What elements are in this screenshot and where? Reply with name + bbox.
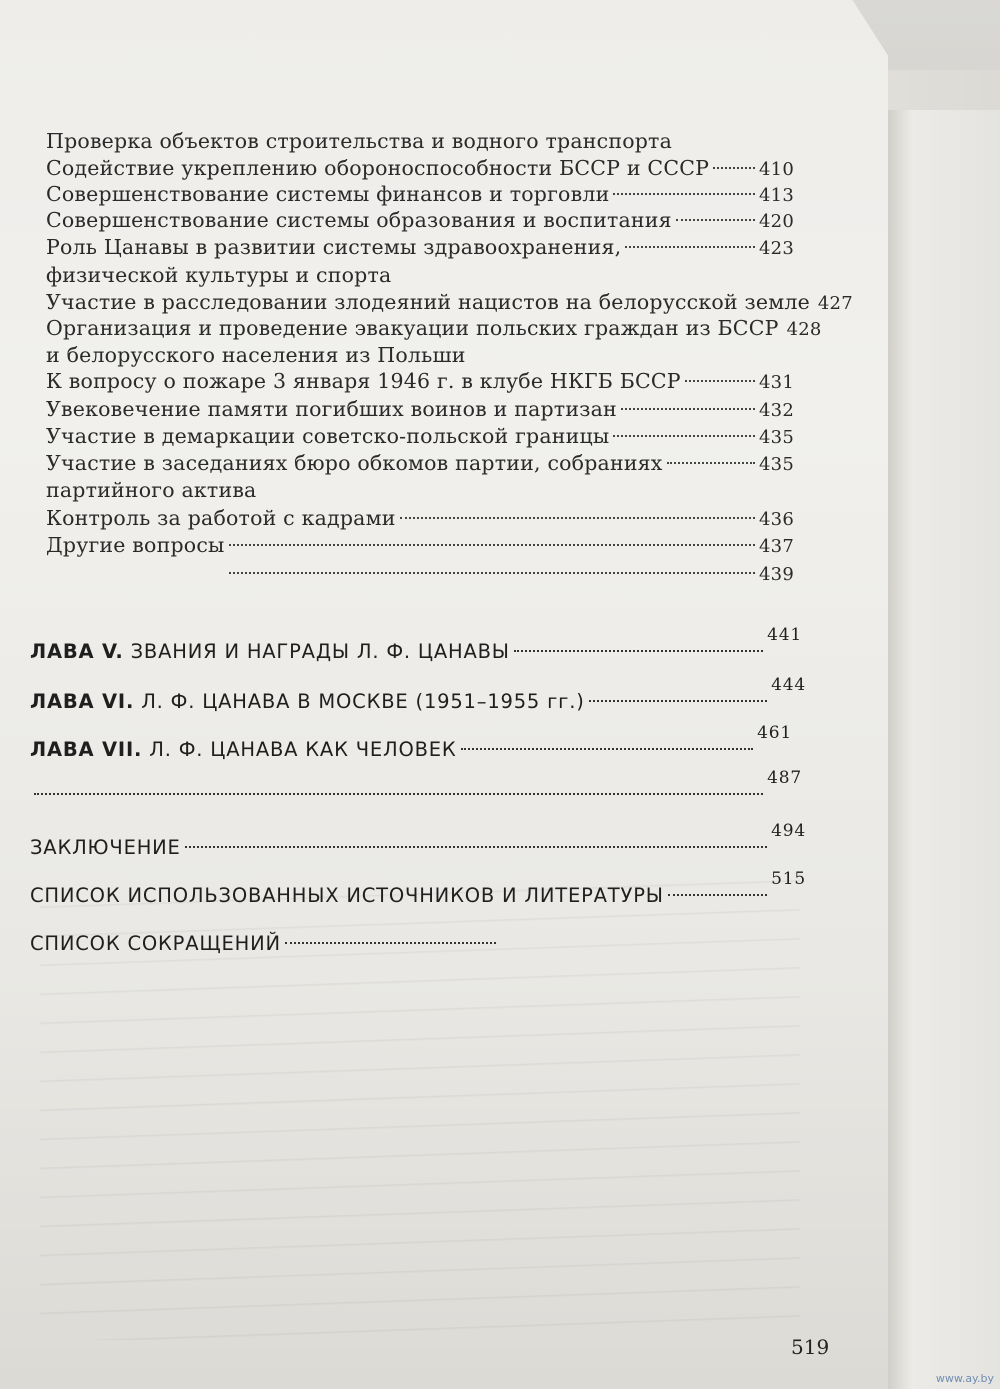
dot-leader (285, 942, 496, 944)
toc-entry: Увековечение памяти погибших воинов и партизан 432 (46, 396, 794, 422)
toc-entry: Организация и проведение эвакуации польских граждан из БССР 428 (46, 315, 794, 341)
toc-page-number: 437 (759, 536, 794, 557)
toc-chapter-entry (30, 675, 806, 724)
toc-page-number: 494 (771, 821, 806, 841)
toc-chapter-entry: ЗАКЛЮЧЕНИЕ 494 (30, 821, 806, 859)
dot-leader (461, 748, 754, 750)
toc-chapter-entry: СПИСОК СОКРАЩЕНИЙ (30, 932, 500, 966)
toc-page-number: 436 (759, 509, 794, 530)
dot-leader (229, 572, 756, 574)
toc-entry: Другие вопросы 437 (46, 532, 794, 558)
dot-leader (514, 650, 763, 652)
toc-chapter-entry (30, 625, 802, 674)
toc-page-number: 441 (767, 625, 802, 645)
toc-entry: Проверка объектов строительства и водного транспорта (46, 129, 673, 153)
toc-entry: Участие в демаркации советско-польской границы 435 (46, 423, 794, 449)
chapter-label: ЛАВА VI. (30, 690, 135, 713)
chapter-title: ЗВАНИЯ И НАГРАДЫ Л. Ф. ЦАНАВЫ (130, 640, 510, 663)
chapter-label: ЛАВА V. (30, 640, 124, 663)
toc-page-number: 487 (767, 768, 802, 788)
dot-leader (667, 462, 755, 464)
dot-leader (625, 246, 755, 248)
dot-leader (229, 544, 756, 546)
dot-leader (400, 517, 755, 519)
chapter-label: ЛАВА VII. (30, 738, 143, 761)
toc-entry: Роль Цанавы в развитии системы здравоохранения, 423 (46, 234, 794, 260)
toc-page-number: 427 (817, 293, 853, 314)
toc-page-number: 428 (786, 319, 822, 340)
toc-page-number: 515 (771, 869, 806, 889)
toc-page-number: 439 (759, 564, 794, 585)
toc-page-number: 413 (759, 185, 794, 206)
dot-leader (713, 167, 755, 169)
page-number: 519 (791, 1335, 830, 1359)
cover-edge (880, 110, 1000, 1389)
toc-page-number: 410 (759, 159, 794, 180)
toc-entry: Содействие укреплению обороноспособности БССР и СССР 410 (46, 155, 794, 181)
toc-entry (46, 560, 794, 586)
dot-leader (685, 380, 755, 382)
toc-entry: физической культуры и спорта (46, 263, 392, 287)
toc-entry: партийного актива (46, 478, 257, 502)
toc-page-number: 432 (759, 400, 794, 421)
dot-leader (668, 894, 767, 896)
toc-entry: Совершенствование системы финансов и торговли 413 (46, 181, 794, 207)
toc-entry: К вопросу о пожаре 3 января 1946 г. в клубе НКГБ БССР 431 (46, 368, 794, 394)
dot-leader (613, 193, 755, 195)
toc-chapter-entry: СПИСОК ИСПОЛЬЗОВАННЫХ ИСТОЧНИКОВ И ЛИТЕРАТУРЫ 515 (30, 869, 806, 907)
toc-page-number: 435 (759, 454, 794, 475)
dot-leader (621, 408, 755, 410)
toc-page-number: 435 (759, 427, 794, 448)
toc-page-number: 444 (771, 675, 806, 695)
toc-page-number: 431 (759, 372, 794, 393)
toc-entry: Участие в расследовании злодеяний нацистов на белорусской земле 427 (46, 289, 794, 315)
toc-chapter-entry (30, 723, 792, 772)
dot-leader (34, 793, 763, 795)
toc-entry: и белорусского населения из Польши (46, 343, 466, 367)
chapter-title: Л. Ф. ЦАНАВА КАК ЧЕЛОВЕК (149, 738, 457, 761)
toc-page-number: 461 (757, 723, 792, 743)
toc-chapter-entry (30, 768, 802, 820)
dot-leader (613, 435, 755, 437)
toc-page-number: 420 (759, 211, 794, 232)
dot-leader (676, 219, 755, 221)
toc-entry: Контроль за работой с кадрами 436 (46, 505, 794, 531)
toc-page-number: 423 (759, 238, 794, 259)
dot-leader (185, 846, 767, 848)
watermark-text: www.ay.by (935, 1372, 994, 1385)
toc-entry: Совершенствование системы образования и воспитания 420 (46, 207, 794, 233)
chapter-title: Л. Ф. ЦАНАВА В МОСКВЕ (1951–1955 гг.) (141, 690, 585, 713)
toc-entry: Участие в заседаниях бюро обкомов партии, собраниях 435 (46, 450, 794, 476)
dot-leader (589, 700, 768, 702)
